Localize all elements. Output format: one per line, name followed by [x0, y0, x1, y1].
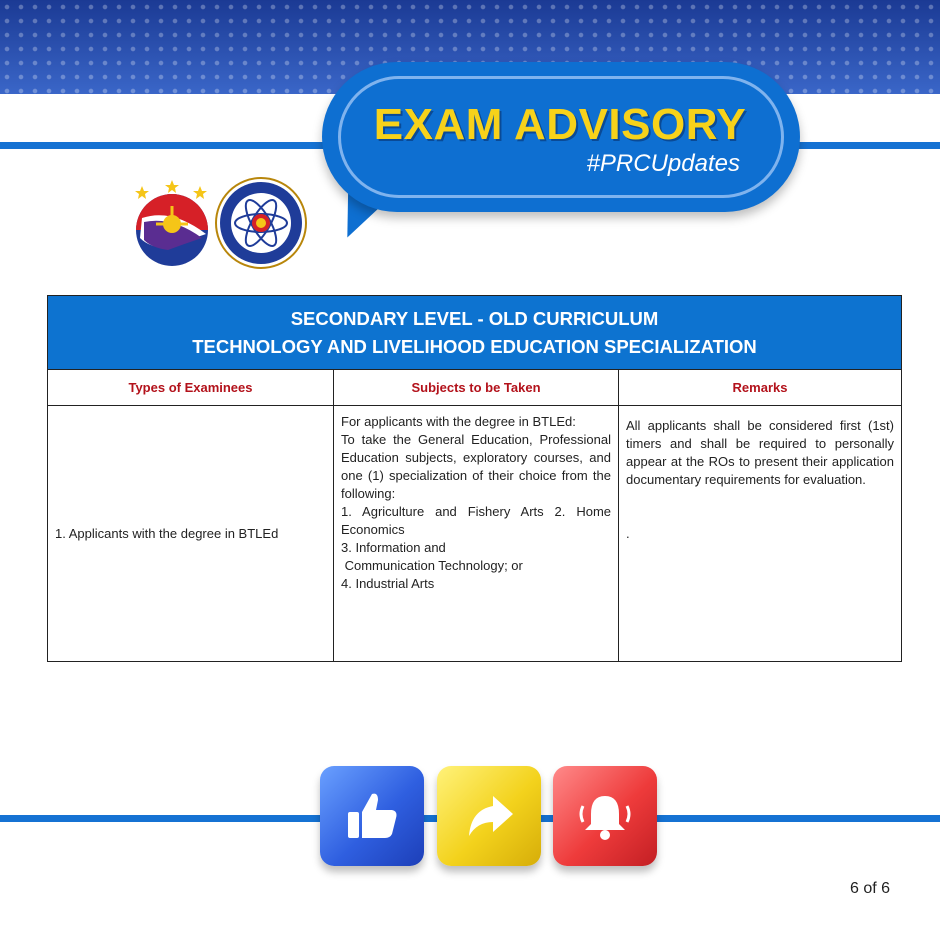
subjects-item-2: 3. Information and — [341, 540, 446, 555]
subjects-item-1: 1. Agriculture and Fishery Arts 2. Home Economics — [341, 504, 611, 537]
notify-cube — [553, 766, 657, 866]
subjects-body: To take the General Education, Professional Education subjects, exploratory courses, and one (1) specialization of their choice from the following: — [341, 432, 611, 501]
bagong-pilipinas-logo — [128, 178, 214, 268]
remarks-extra: . — [626, 526, 630, 541]
column-header-examinees: Types of Examinees — [48, 369, 333, 405]
remarks-text: All applicants shall be considered first (1st) timers and shall be required to personally appear at the ROs to present their application documentary requirements for evaluation. — [626, 418, 894, 487]
subjects-item-4: 4. Industrial Arts — [341, 576, 435, 591]
share-cube — [437, 766, 541, 866]
specialization-table — [47, 295, 902, 662]
page-number: 6 of 6 — [849, 880, 890, 897]
thumbs-up-icon — [342, 786, 402, 846]
table-title-line1: SECONDARY LEVEL - OLD CURRICULUM — [290, 308, 659, 329]
table-title-line2: TECHNOLOGY AND LIVELIHOOD EDUCATION SPECIALIZATION — [192, 336, 757, 357]
column-header-subjects: Subjects to be Taken — [333, 369, 618, 405]
subjects-intro: For applicants with the degree in BTLEd: — [341, 414, 576, 429]
table-row — [48, 405, 901, 661]
table-header-row — [48, 369, 901, 405]
prc-seal-logo — [214, 176, 308, 270]
column-header-remarks: Remarks — [618, 369, 901, 405]
remarks-cell — [618, 405, 901, 661]
advisory-title: EXAM ADVISORY — [373, 100, 747, 149]
subjects-cell — [333, 405, 618, 661]
like-cube — [320, 766, 424, 866]
share-arrow-icon — [459, 786, 519, 846]
bell-alert-icon — [575, 786, 635, 846]
examinee-text: 1. Applicants with the degree in BTLEd — [55, 525, 279, 541]
table-title — [48, 296, 901, 369]
subjects-item-3: Communication Technology; or — [341, 558, 523, 573]
examinee-cell — [48, 405, 333, 661]
hashtag-label: #PRCUpdates — [586, 150, 740, 177]
